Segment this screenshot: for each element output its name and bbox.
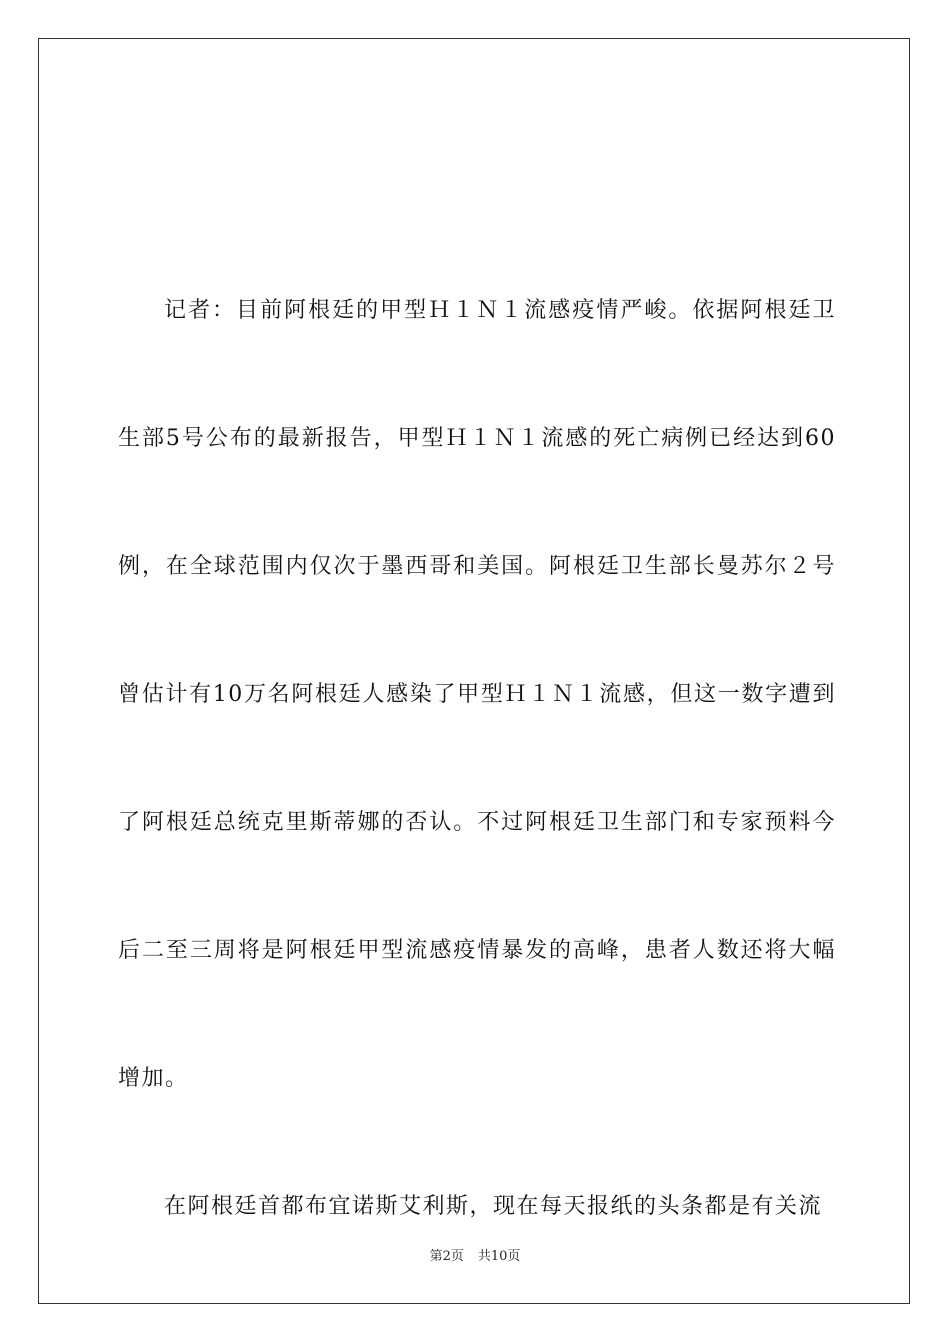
paragraph-2: 在阿根廷首都布宜诺斯艾利斯，现在每天报纸的头条都是有关流 (164, 1194, 823, 1219)
page-number: 第2页 (429, 1249, 464, 1264)
total-pages: 共10页 (477, 1249, 521, 1264)
document-body (118, 247, 836, 1271)
page-footer (0, 1249, 950, 1265)
paragraph-1: 记者：目前阿根廷的甲型Ｈ１Ｎ１流感疫情严峻。依据阿根廷卫生部5号公布的最新报告，甲型Ｈ１Ｎ１流感的死亡病例已经达到60例，在全球范围内仅次于墨西哥和美国。阿根廷卫生部长曼苏尔２号曾估计有10万名阿根廷人感染了甲型Ｈ１Ｎ１流感，但这一数字遭到了阿根廷总统克里斯蒂娜的否认。不过阿根廷卫生部门和专家预料今后二至三周将是阿根廷甲型流感疫情暴发的高峰，患者人数还将大幅增加。 (118, 298, 836, 1091)
